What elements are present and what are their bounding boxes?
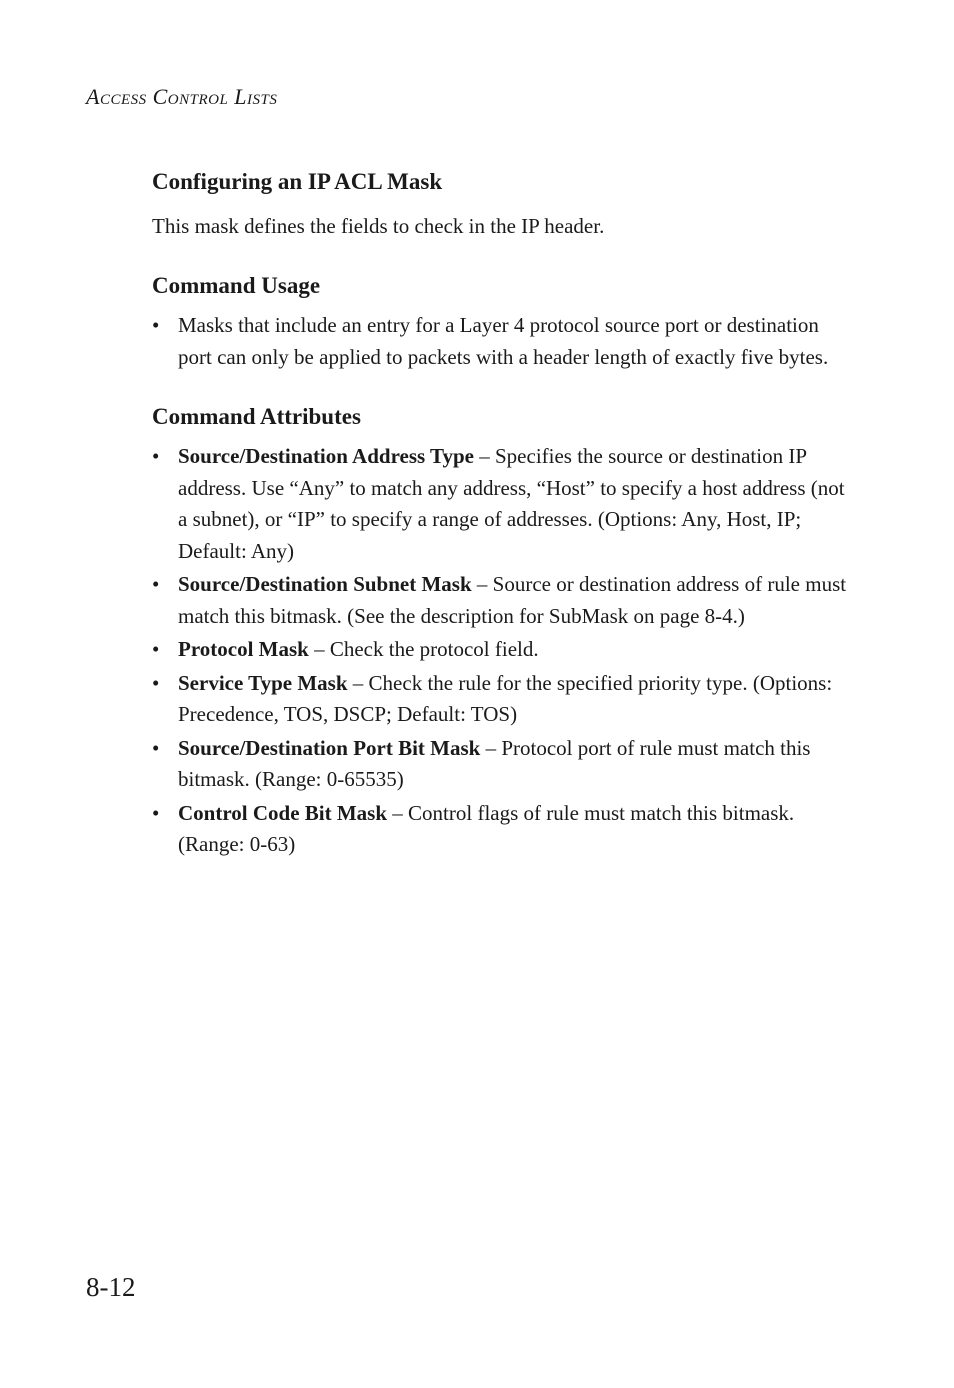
attribute-description: – Protocol port of rule must match this bitmask. (Range: 0-65535): [178, 735, 811, 791]
attribute-description: – Check the protocol field.: [308, 637, 539, 661]
bullet: •: [152, 735, 160, 760]
list-item: [152, 634, 852, 666]
list-item: [152, 668, 852, 731]
usage-item-text: Masks that include an entry for a Layer 4 protocol source port or destination port can only be applied to packets with a header length of exactly five bytes.: [178, 313, 829, 369]
bullet: •: [152, 572, 160, 596]
usage-list: [152, 310, 852, 373]
attribute-term: Protocol Mask: [178, 637, 309, 661]
list-item: [152, 310, 852, 373]
attribute-description: – Source or destination address of rule must match this bitmask. (See the description for SubMask on page 8-4.): [178, 572, 847, 628]
section-heading: Configuring an IP ACL Mask: [152, 169, 443, 194]
attribute-description: – Specifies the source or destination IP address. Use “Any” to match any address, “Host” to specify a host address (not a subnet), or “IP” to specify a range of addresses. (Options: Any, Host, IP; Default: Any): [178, 444, 845, 563]
attribute-term: Service Type Mask: [178, 670, 348, 695]
page-number: 8-12: [86, 1272, 136, 1302]
bullet: •: [152, 670, 160, 695]
attribute-term: Source/Destination Address Type: [178, 444, 474, 468]
list-item: [152, 569, 852, 632]
list-item: [152, 798, 852, 861]
attributes-list: [152, 441, 852, 861]
attribute-description: – Check the rule for the specified priority type. (Options: Precedence, TOS, DSCP; Default: TOS): [178, 670, 833, 726]
command-usage-heading: Command Usage: [152, 273, 321, 298]
attribute-term: Control Code Bit Mask: [178, 800, 388, 825]
attribute-description: – Control flags of rule must match this bitmask. (Range: 0-63): [178, 800, 795, 856]
bullet: •: [152, 637, 160, 661]
bullet: •: [152, 800, 160, 825]
intro-paragraph: This mask defines the fields to check in the IP header.: [152, 214, 605, 238]
command-usage-section: [152, 270, 852, 373]
attribute-term: Source/Destination Subnet Mask: [178, 572, 472, 596]
bullet: •: [152, 313, 160, 337]
page-content: [152, 166, 852, 863]
list-item: [152, 441, 852, 567]
bullet: •: [152, 444, 160, 468]
running-head: Access Control Lists: [86, 84, 278, 109]
list-item: [152, 733, 852, 796]
command-attributes-section: [152, 401, 852, 861]
attribute-term: Source/Destination Port Bit Mask: [178, 735, 481, 760]
command-attributes-heading: Command Attributes: [152, 404, 361, 429]
